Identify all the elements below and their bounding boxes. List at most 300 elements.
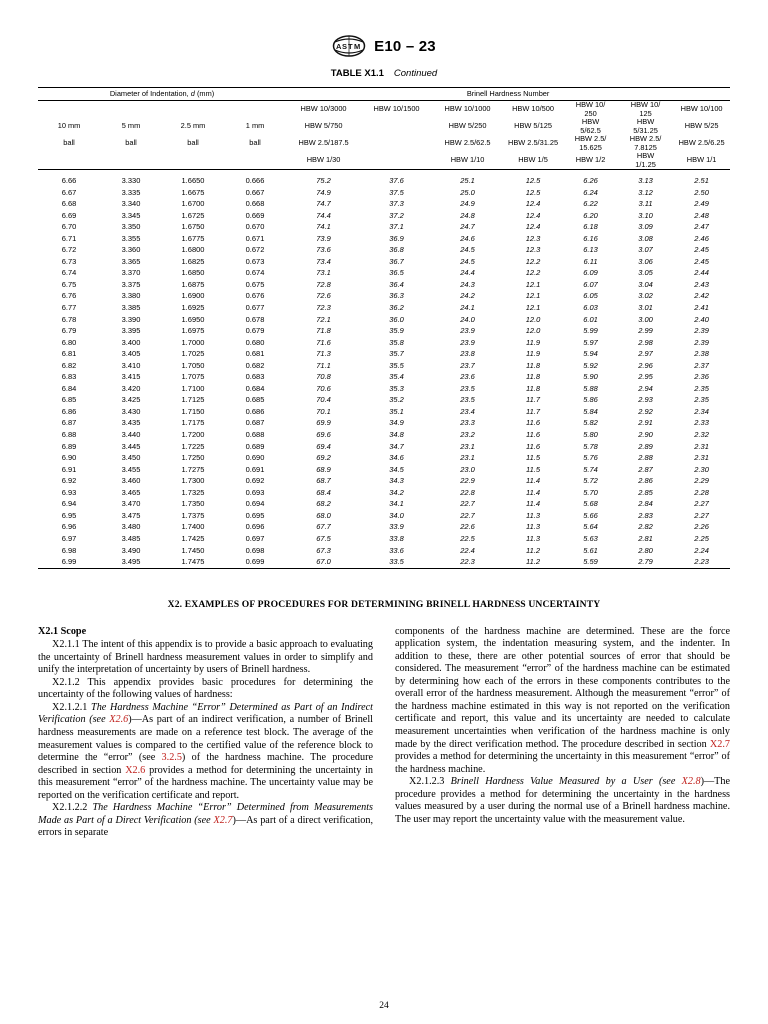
paragraph-x2-1-2: X2.1.2 This appendix provides basic procedures for determining the uncertainty of the following values of hardness: — [38, 676, 373, 701]
table-cell: 33.5 — [361, 556, 432, 568]
header-blank-1 — [38, 101, 100, 119]
table-row — [38, 233, 730, 245]
table-cell: 3.335 — [121, 187, 141, 197]
xref-3-2-5[interactable]: 3.2.5 — [161, 752, 182, 764]
table-cell: 3.460 — [121, 476, 141, 486]
table-cell: 1.6950 — [181, 314, 205, 324]
table-cell: 2.83 — [638, 510, 653, 520]
table-cell: 1.7150 — [181, 406, 205, 416]
table-cell: 3.480 — [121, 522, 141, 532]
xref-x2-6-b[interactable]: X2.6 — [125, 764, 146, 776]
header-hbw-1-1-25: HBW 1/1.25 — [635, 151, 656, 169]
table-cell: 25.0 — [460, 187, 475, 197]
table-cell: 2.49 — [694, 199, 709, 209]
table-cell: 35.8 — [389, 337, 404, 347]
table-cell: 2.96 — [638, 360, 653, 370]
table-cell: 1.6850 — [181, 268, 205, 278]
header-hbw-5-250: HBW 5/250 — [448, 121, 487, 131]
table-cell: 6.67 — [61, 187, 77, 197]
table-cell: 11.7 — [526, 395, 541, 405]
table-cell: 67.3 — [316, 545, 331, 555]
table-cell: 74.4 — [316, 210, 331, 220]
table-cell: 2.35 — [694, 383, 709, 393]
header-hbw-1-10: HBW 1/10 — [450, 155, 485, 165]
table-cell: 3.445 — [121, 441, 141, 451]
xref-x2-7-b[interactable]: X2.7 — [709, 738, 731, 750]
table-cell: 24.5 — [460, 245, 475, 255]
table-cell: 1.7225 — [181, 441, 205, 451]
table-row — [38, 417, 730, 429]
table-row — [38, 210, 730, 222]
table-cell: 2.90 — [638, 430, 653, 440]
table-cell: 75.2 — [316, 176, 331, 185]
table-cell: 0.666 — [245, 176, 265, 185]
table-row — [38, 510, 730, 522]
table-cell: 2.41 — [694, 303, 709, 313]
table-cell: 0.693 — [245, 487, 265, 497]
table-cell: 6.94 — [61, 499, 77, 509]
table-row — [38, 429, 730, 441]
group-header-bhn: Brinell Hardness Number — [286, 88, 730, 101]
table-cell: 0.691 — [245, 464, 265, 474]
table-cell: 2.46 — [694, 233, 709, 243]
table-cell: 0.685 — [245, 395, 265, 405]
paragraph-x2-1-2-2-rest: )—As part of a direct verification, errors in separate — [38, 814, 374, 839]
table-cell: 11.4 — [526, 487, 541, 497]
table-cell: 2.29 — [694, 476, 709, 486]
table-cell: 1.7300 — [181, 476, 205, 486]
table-cell: 6.78 — [61, 314, 77, 324]
table-cell: 11.2 — [526, 545, 541, 555]
header-hbw-2-5-6-25: HBW 2.5/6.25 — [678, 138, 725, 148]
table-cell: 2.87 — [638, 464, 653, 474]
table-cell: 2.23 — [673, 556, 730, 568]
table-cell: 68.2 — [316, 499, 331, 509]
paragraph-x2-1-2-2-label: X2.1.2.2 — [52, 802, 88, 814]
table-row — [38, 360, 730, 372]
table-group-header-row — [38, 88, 730, 101]
document-header — [0, 0, 768, 59]
table-cell: 2.86 — [638, 476, 653, 486]
table-cell: 3.415 — [121, 372, 141, 382]
table-cell: 5.88 — [583, 383, 598, 393]
table-row — [38, 302, 730, 314]
table-cell: 0.683 — [245, 372, 265, 382]
table-cell: 0.686 — [245, 406, 265, 416]
header-blank-10 — [224, 152, 286, 170]
table-cell: 37.1 — [389, 222, 404, 232]
header-ball-label-1: ball — [63, 138, 75, 148]
table-cell: 3.06 — [638, 256, 653, 266]
table-cell: 3.12 — [638, 187, 653, 197]
table-cell: 35.3 — [389, 383, 404, 393]
table-cell: 0.669 — [245, 210, 265, 220]
table-cell: 23.3 — [460, 418, 475, 428]
table-cell: 12.1 — [525, 279, 541, 289]
table-cell: 23.5 — [460, 395, 475, 405]
table-cell: 3.01 — [638, 303, 653, 313]
table-cell: 23.0 — [460, 464, 475, 474]
header-hbw-10-100: HBW 10/100 — [673, 101, 730, 119]
table-cell: 3.05 — [638, 268, 653, 278]
table-cell: 2.34 — [694, 406, 709, 416]
table-cell: 36.5 — [389, 268, 404, 278]
table-cell: 11.3 — [526, 533, 541, 543]
table-cell: 5.84 — [583, 406, 598, 416]
header-hbw-1-1: HBW 1/1 — [686, 155, 717, 165]
table-cell: 3.340 — [121, 199, 141, 209]
table-cell: 34.3 — [389, 476, 404, 486]
table-row — [38, 198, 730, 210]
standard-designation: E10 – 23 — [374, 37, 436, 55]
table-cell: 2.39 — [694, 326, 709, 336]
table-cell: 1.7400 — [181, 522, 205, 532]
table-cell: 36.7 — [389, 256, 404, 266]
table-cell: 23.9 — [460, 326, 475, 336]
table-cell: 0.682 — [245, 360, 265, 370]
header-ball-size-10mm: 10 mm — [57, 121, 81, 131]
table-cell: 2.47 — [694, 222, 709, 232]
paragraph-x2-1-2-3-italic: Brinell Hardness Value Measured by a User (see — [450, 776, 676, 788]
table-cell: 11.8 — [526, 383, 541, 393]
table-cell: 11.9 — [526, 337, 541, 347]
paragraph-x2-1-1: X2.1.1 The intent of this appendix is to provide a basic approach to evaluating the uncertainty of Brinell hardness measurement values in order to simplify and unify the interpretation of uncertainty by users of Brinell hardness. — [38, 639, 373, 676]
table-cell: 0.679 — [245, 326, 265, 336]
header-hbw-1-2: HBW 1/2 — [575, 155, 606, 165]
table-cell: 69.4 — [316, 441, 331, 451]
table-cell: 6.75 — [61, 279, 77, 289]
table-cell: 2.88 — [638, 453, 653, 463]
table-cell: 2.89 — [638, 441, 653, 451]
table-cell: 5.68 — [583, 499, 598, 509]
table-cell: 3.485 — [121, 533, 141, 543]
table-cell: 24.3 — [460, 279, 475, 289]
table-cell: 12.0 — [525, 314, 541, 324]
header-ball-size-1mm: 1 mm — [245, 121, 265, 131]
table-cell: 11.7 — [526, 406, 541, 416]
table-cell: 69.9 — [316, 418, 331, 428]
paragraph-right-continuation — [395, 626, 730, 777]
table-cell: 6.11 — [583, 256, 598, 266]
table-cell: 3.390 — [121, 314, 141, 324]
paragraph-right-body: components of the hardness machine are determined. These are the force application system, the indentation measuring system, and the indenter. In addition to these, there are other potential sources of error that should be considered. The measurement “error” of the hardness machine can be estimated by determining how each of the errors in these components contributes to the overall error of the hardness measurement. Although the measurement “error” of the hardness machine estimated in this way is not reported on the verification certificate and report, this value and its uncertainty are needed to calculate measurement uncertainties when verification of the hardness machine is only made by the direct verification method. The procedure described in section — [395, 625, 730, 750]
table-cell: 0.674 — [245, 268, 265, 278]
table-cell: 6.18 — [583, 222, 598, 232]
table-cell: 22.9 — [460, 476, 475, 486]
table-cell: 5.66 — [583, 510, 598, 520]
table-cell: 5.74 — [583, 464, 598, 474]
table-cell: 35.7 — [389, 349, 404, 359]
table-cell: 0.672 — [245, 245, 265, 255]
table-cell: 1.6900 — [181, 291, 205, 301]
table-cell: 36.2 — [389, 303, 404, 313]
table-cell: 1.7050 — [181, 360, 205, 370]
table-row — [38, 267, 730, 279]
table-cell: 23.7 — [460, 360, 475, 370]
table-cell: 5.82 — [583, 418, 598, 428]
xref-x2-6-a[interactable]: X2.6 — [109, 714, 129, 726]
table-cell: 6.20 — [583, 210, 598, 220]
table-cell: 71.6 — [316, 337, 331, 347]
table-cell: 3.330 — [121, 176, 141, 185]
table-cell: 24.4 — [460, 268, 475, 278]
table-cell: 5.72 — [583, 476, 598, 486]
table-row — [38, 394, 730, 406]
table-cell: 3.405 — [121, 349, 141, 359]
table-cell: 12.4 — [525, 199, 541, 209]
table-cell: 3.465 — [121, 487, 141, 497]
table-cell: 3.385 — [121, 303, 141, 313]
group-header-diameter-text-a: Diameter of Indentation, — [109, 89, 191, 98]
table-cell: 5.78 — [583, 441, 598, 451]
header-hbw-10-250: HBW 10/ 250 — [563, 101, 618, 119]
table-cell: 34.8 — [389, 430, 404, 440]
astm-logo — [332, 35, 366, 57]
table-cell: 1.7325 — [181, 487, 205, 497]
table-cell: 3.370 — [121, 268, 141, 278]
header-blank-6 — [361, 135, 432, 152]
header-ball-label-3: ball — [187, 138, 199, 148]
table-cell: 6.13 — [583, 245, 598, 255]
table-cell: 36.8 — [389, 245, 404, 255]
table-cell: 3.04 — [638, 279, 653, 289]
table-cell: 23.1 — [460, 453, 475, 463]
table-cell: 6.69 — [61, 210, 77, 220]
table-cell: 12.2 — [525, 256, 541, 266]
table-cell: 1.7425 — [181, 533, 205, 543]
table-cell: 68.9 — [316, 464, 331, 474]
table-cell: 1.6775 — [181, 233, 205, 243]
table-row — [38, 175, 730, 187]
table-cell: 0.676 — [245, 291, 265, 301]
table-row — [38, 187, 730, 199]
table-row — [38, 545, 730, 557]
table-cell: 0.698 — [245, 545, 265, 555]
table-cell: 69.2 — [316, 453, 331, 463]
header-hbw-5-125: HBW 5/125 — [514, 121, 552, 131]
table-cell: 5.64 — [583, 522, 598, 532]
table-cell: 23.2 — [460, 430, 475, 440]
table-cell: 68.0 — [316, 510, 331, 520]
table-cell: 1.7250 — [181, 453, 205, 463]
table-row — [38, 337, 730, 349]
table-cell: 3.360 — [121, 245, 141, 255]
table-cell: 6.95 — [61, 510, 77, 520]
header-ball-label-4: ball — [249, 138, 261, 148]
table-cell: 36.9 — [389, 233, 404, 243]
table-cell: 11.4 — [526, 476, 541, 486]
page-number: 24 — [379, 1001, 389, 1011]
header-hbw-5-25: HBW 5/25 — [684, 121, 719, 131]
table-cell: 6.85 — [61, 395, 77, 405]
two-column-body — [38, 626, 730, 840]
table-number: TABLE X1.1 — [330, 68, 384, 79]
table-cell: 73.6 — [316, 245, 331, 255]
table-cell: 73.9 — [316, 233, 331, 243]
table-cell: 6.84 — [61, 383, 77, 393]
table-cell: 3.425 — [121, 395, 141, 405]
table-cell: 3.435 — [121, 418, 141, 428]
table-cell: 3.09 — [638, 222, 653, 232]
table-cell: 2.91 — [638, 418, 653, 428]
table-cell: 70.1 — [316, 406, 331, 416]
table-cell: 6.01 — [583, 314, 598, 324]
svg-text:S: S — [342, 42, 348, 51]
table-cell: 2.36 — [694, 372, 709, 382]
paragraph-right-rest: provides a method for determining the uncertainty in this measurement “error” of the hardness machine. — [395, 751, 730, 775]
table-cell: 6.97 — [61, 533, 77, 543]
table-row — [38, 406, 730, 418]
table-cell: 0.687 — [245, 418, 265, 428]
table-cell: 3.490 — [121, 545, 141, 555]
header-hbw-2-5-31-25: HBW 2.5/31.25 — [507, 138, 559, 148]
table-cell: 6.89 — [61, 441, 77, 451]
table-cell: 6.90 — [61, 453, 77, 463]
table-cell: 3.08 — [638, 233, 653, 243]
xref-x2-7-a[interactable]: X2.7 — [213, 814, 233, 826]
table-caption — [0, 68, 768, 79]
table-cell: 34.6 — [389, 453, 404, 463]
header-blank-7 — [38, 152, 100, 170]
table-cell: 2.44 — [694, 268, 709, 278]
table-cell: 12.5 — [525, 176, 541, 185]
table-cell: 6.07 — [583, 279, 598, 289]
table-cell: 24.1 — [460, 303, 475, 313]
table-cell: 5.97 — [583, 337, 598, 347]
table-cell: 22.4 — [460, 545, 475, 555]
table-row — [38, 256, 730, 268]
table-cell: 2.85 — [638, 487, 653, 497]
table-cell: 6.99 — [38, 556, 100, 568]
header-hbw-2-5-15-625: HBW 2.5/ 15.625 — [574, 134, 607, 152]
table-cell: 11.8 — [526, 360, 541, 370]
header-hbw-10-1000: HBW 10/1000 — [432, 101, 503, 119]
table-cell: 34.2 — [389, 487, 404, 497]
paragraph-x2-1-2-3-label: X2.1.2.3 — [409, 776, 445, 788]
table-cell: 6.79 — [61, 326, 77, 336]
table-cell: 12.3 — [525, 245, 541, 255]
svg-text:M: M — [354, 42, 361, 51]
header-hbw-10-125: HBW 10/ 125 — [618, 101, 673, 119]
table-cell: 0.688 — [245, 430, 265, 440]
table-cell: 24.7 — [460, 222, 475, 232]
table-cell: 5.99 — [583, 326, 598, 336]
table-cell: 6.71 — [61, 233, 77, 243]
table-cell: 5.70 — [583, 487, 598, 497]
table-cell: 2.51 — [694, 176, 709, 185]
table-cell: 0.689 — [245, 441, 265, 451]
table-cell: 2.43 — [694, 279, 709, 289]
group-header-diameter-text-b: (mm) — [194, 89, 215, 98]
table-cell: 73.1 — [316, 268, 331, 278]
table-cell: 1.6975 — [181, 326, 205, 336]
paragraph-x2-1-2-1 — [38, 702, 373, 802]
table-x1-1-wrapper — [38, 87, 730, 569]
table-row — [38, 383, 730, 395]
table-cell: 3.365 — [121, 256, 141, 266]
table-header-row-4 — [38, 152, 730, 170]
table-cell: 6.77 — [61, 303, 77, 313]
header-blank-3 — [162, 101, 224, 119]
table-cell: 2.94 — [638, 383, 653, 393]
table-body — [38, 170, 730, 569]
table-cell: 74.1 — [316, 222, 331, 232]
xref-x2-8[interactable]: X2.8 — [681, 776, 701, 788]
header-hbw-10-3000: HBW 10/3000 — [286, 101, 361, 119]
table-cell: 0.668 — [245, 199, 265, 209]
table-cell: 6.74 — [61, 268, 77, 278]
table-cell: 6.05 — [583, 291, 598, 301]
header-blank-5 — [361, 118, 432, 135]
table-cell: 24.8 — [460, 210, 475, 220]
table-cell: 2.26 — [694, 522, 709, 532]
table-cell: 3.355 — [121, 233, 141, 243]
table-cell: 68.7 — [316, 476, 331, 486]
header-ball-size-5mm: 5 mm — [121, 121, 141, 131]
table-cell: 11.3 — [526, 510, 541, 520]
table-cell: 2.24 — [694, 545, 709, 555]
table-header-row-2 — [38, 118, 730, 135]
table-cell: 22.7 — [460, 499, 475, 509]
table-cell: 5.63 — [583, 533, 598, 543]
table-row — [38, 325, 730, 337]
table-cell: 23.6 — [460, 372, 475, 382]
table-cell: 3.475 — [121, 510, 141, 520]
table-cell: 3.10 — [638, 210, 653, 220]
table-cell: 1.7175 — [181, 418, 205, 428]
table-cell: 0.695 — [245, 510, 265, 520]
table-header-row-3 — [38, 135, 730, 152]
table-cell: 6.24 — [583, 187, 598, 197]
table-cell: 6.83 — [61, 372, 77, 382]
table-cell: 11.3 — [526, 522, 541, 532]
table-row — [38, 244, 730, 256]
table-cell: 5.76 — [583, 453, 598, 463]
table-cell: 24.9 — [460, 199, 475, 209]
table-cell: 2.82 — [638, 522, 653, 532]
table-cell: 2.50 — [694, 187, 709, 197]
table-cell: 2.35 — [694, 395, 709, 405]
table-cell: 6.86 — [61, 406, 77, 416]
table-cell: 22.7 — [460, 510, 475, 520]
table-cell: 12.2 — [525, 268, 541, 278]
table-cell: 11.9 — [526, 349, 541, 359]
table-cell: 5.86 — [583, 395, 598, 405]
table-cell: 33.6 — [389, 545, 404, 555]
table-cell: 24.0 — [460, 314, 475, 324]
paragraph-x2-1-2-3-rest: )—The procedure provides a method for determining the uncertainty in the hardness values measured by a user during the normal use of a Brinell hardness machine. The user may report the uncertainty value with the measurement value. — [395, 776, 731, 825]
header-hbw-10-1500: HBW 10/1500 — [361, 101, 432, 119]
table-header-row-1 — [38, 101, 730, 119]
table-cell: 3.00 — [638, 314, 653, 324]
table-cell: 3.495 — [100, 556, 162, 568]
table-row — [38, 441, 730, 453]
table-cell: 3.07 — [638, 245, 653, 255]
table-row — [38, 221, 730, 233]
table-cell: 3.450 — [121, 453, 141, 463]
table-cell: 36.0 — [389, 314, 404, 324]
table-cell: 2.99 — [638, 326, 653, 336]
table-cell: 70.6 — [316, 383, 331, 393]
table-row — [38, 475, 730, 487]
table-row — [38, 314, 730, 326]
table-row — [38, 452, 730, 464]
table-cell: 11.4 — [526, 499, 541, 509]
table-cell: 0.677 — [245, 303, 265, 313]
paragraph-x2-1-2-1-label: X2.1.2.1 — [52, 701, 88, 713]
table-cell: 73.4 — [316, 256, 331, 266]
table-cell: 6.68 — [61, 199, 77, 209]
